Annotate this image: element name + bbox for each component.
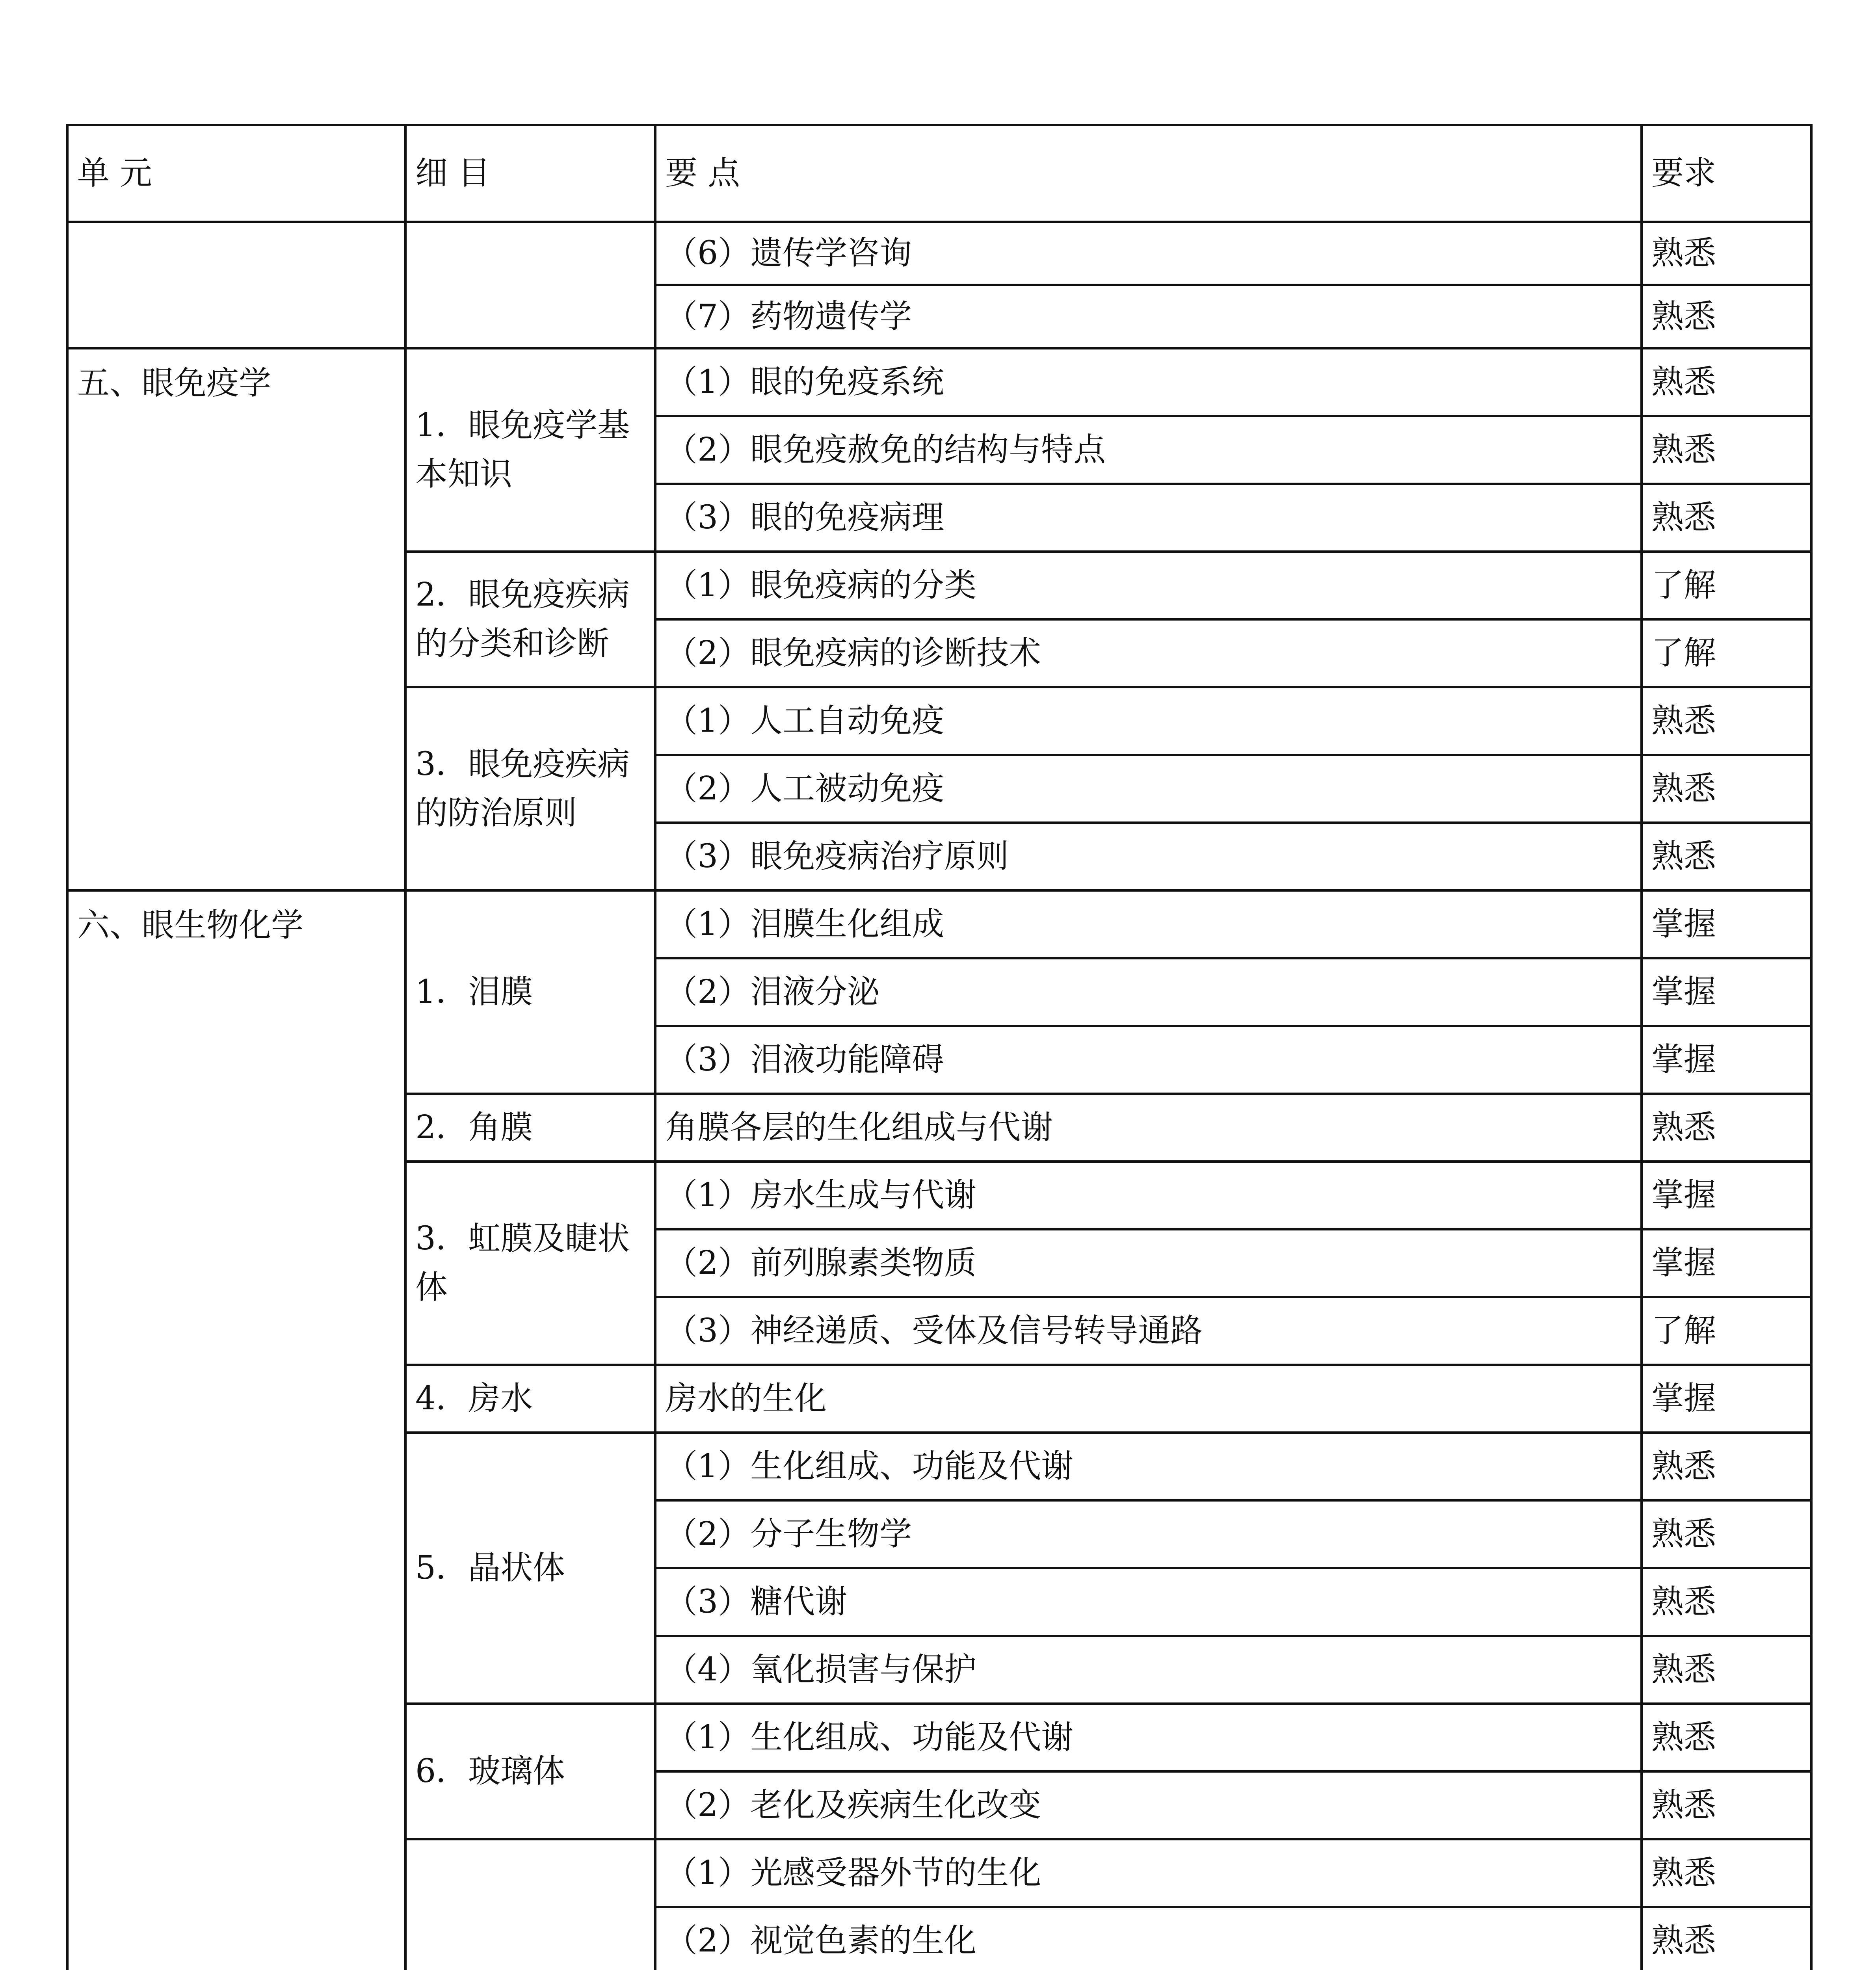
point-cell: （2）泪液分泌 xyxy=(655,958,1642,1026)
requirement-cell: 熟悉 xyxy=(1642,1433,1811,1500)
detail-cell xyxy=(405,222,655,348)
requirement-cell: 掌握 xyxy=(1642,1365,1811,1433)
point-cell: （2）前列腺素类物质 xyxy=(655,1229,1642,1297)
point-cell: 房水的生化 xyxy=(655,1365,1642,1433)
point-cell: （2）老化及疾病生化改变 xyxy=(655,1771,1642,1839)
point-cell: （1）眼免疫病的分类 xyxy=(655,552,1642,619)
detail-cell: 6．玻璃体 xyxy=(405,1704,655,1839)
detail-cell: 5．晶状体 xyxy=(405,1433,655,1704)
syllabus-table xyxy=(66,124,1813,1970)
point-cell: （4）氧化损害与保护 xyxy=(655,1636,1642,1704)
requirement-cell: 熟悉 xyxy=(1642,687,1811,755)
requirement-cell: 熟悉 xyxy=(1642,1568,1811,1636)
requirement-cell: 熟悉 xyxy=(1642,416,1811,484)
unit-cell: 五、眼免疫学 xyxy=(67,348,405,890)
detail-cell: 3．眼免疫疾病的防治原则 xyxy=(405,687,655,890)
requirement-cell: 熟悉 xyxy=(1642,285,1811,348)
requirement-cell: 熟悉 xyxy=(1642,1839,1811,1907)
point-cell: （1）生化组成、功能及代谢 xyxy=(655,1704,1642,1771)
requirement-cell: 熟悉 xyxy=(1642,1704,1811,1771)
point-cell: （3）眼的免疫病理 xyxy=(655,484,1642,552)
point-cell: （2）分子生物学 xyxy=(655,1500,1642,1568)
point-cell: （1）光感受器外节的生化 xyxy=(655,1839,1642,1907)
detail-cell xyxy=(405,1839,655,1970)
detail-cell: 1．泪膜 xyxy=(405,890,655,1094)
point-cell: （2）视觉色素的生化 xyxy=(655,1907,1642,1970)
unit-cell xyxy=(67,222,405,348)
unit-cell: 六、眼生物化学 xyxy=(67,890,405,1970)
detail-cell: 2．角膜 xyxy=(405,1094,655,1162)
requirement-cell: 掌握 xyxy=(1642,1229,1811,1297)
header-detail: 细 目 xyxy=(405,125,655,222)
point-cell: （1）生化组成、功能及代谢 xyxy=(655,1433,1642,1500)
point-cell: （2）人工被动免疫 xyxy=(655,755,1642,823)
requirement-cell: 熟悉 xyxy=(1642,755,1811,823)
point-cell: （3）泪液功能障碍 xyxy=(655,1026,1642,1094)
requirement-cell: 熟悉 xyxy=(1642,348,1811,416)
table-row xyxy=(67,890,1811,958)
point-cell: （1）人工自动免疫 xyxy=(655,687,1642,755)
point-cell: （1）眼的免疫系统 xyxy=(655,348,1642,416)
table-row xyxy=(67,348,1811,416)
point-cell: （6）遗传学咨询 xyxy=(655,222,1642,285)
requirement-cell: 熟悉 xyxy=(1642,1636,1811,1704)
header-unit: 单 元 xyxy=(67,125,405,222)
header-requirement: 要求 xyxy=(1642,125,1811,222)
point-cell: （1）房水生成与代谢 xyxy=(655,1162,1642,1229)
point-cell: （1）泪膜生化组成 xyxy=(655,890,1642,958)
requirement-cell: 熟悉 xyxy=(1642,1094,1811,1162)
point-cell: （2）眼免疫赦免的结构与特点 xyxy=(655,416,1642,484)
requirement-cell: 掌握 xyxy=(1642,1162,1811,1229)
point-cell: （3）神经递质、受体及信号转导通路 xyxy=(655,1297,1642,1365)
point-cell: （7）药物遗传学 xyxy=(655,285,1642,348)
requirement-cell: 了解 xyxy=(1642,619,1811,687)
requirement-cell: 熟悉 xyxy=(1642,484,1811,552)
table-row xyxy=(67,222,1811,285)
requirement-cell: 熟悉 xyxy=(1642,1771,1811,1839)
requirement-cell: 了解 xyxy=(1642,1297,1811,1365)
requirement-cell: 熟悉 xyxy=(1642,1500,1811,1568)
detail-cell: 2．眼免疫疾病的分类和诊断 xyxy=(405,552,655,687)
requirement-cell: 了解 xyxy=(1642,552,1811,619)
point-cell: 角膜各层的生化组成与代谢 xyxy=(655,1094,1642,1162)
requirement-cell: 掌握 xyxy=(1642,890,1811,958)
requirement-cell: 熟悉 xyxy=(1642,823,1811,890)
point-cell: （3）眼免疫病治疗原则 xyxy=(655,823,1642,890)
detail-cell: 4．房水 xyxy=(405,1365,655,1433)
header-point: 要 点 xyxy=(655,125,1642,222)
header-row xyxy=(67,125,1811,222)
requirement-cell: 熟悉 xyxy=(1642,222,1811,285)
requirement-cell: 掌握 xyxy=(1642,958,1811,1026)
point-cell: （3）糖代谢 xyxy=(655,1568,1642,1636)
requirement-cell: 熟悉 xyxy=(1642,1907,1811,1970)
detail-cell: 3．虹膜及睫状体 xyxy=(405,1162,655,1365)
requirement-cell: 掌握 xyxy=(1642,1026,1811,1094)
point-cell: （2）眼免疫病的诊断技术 xyxy=(655,619,1642,687)
detail-cell: 1．眼免疫学基本知识 xyxy=(405,348,655,552)
